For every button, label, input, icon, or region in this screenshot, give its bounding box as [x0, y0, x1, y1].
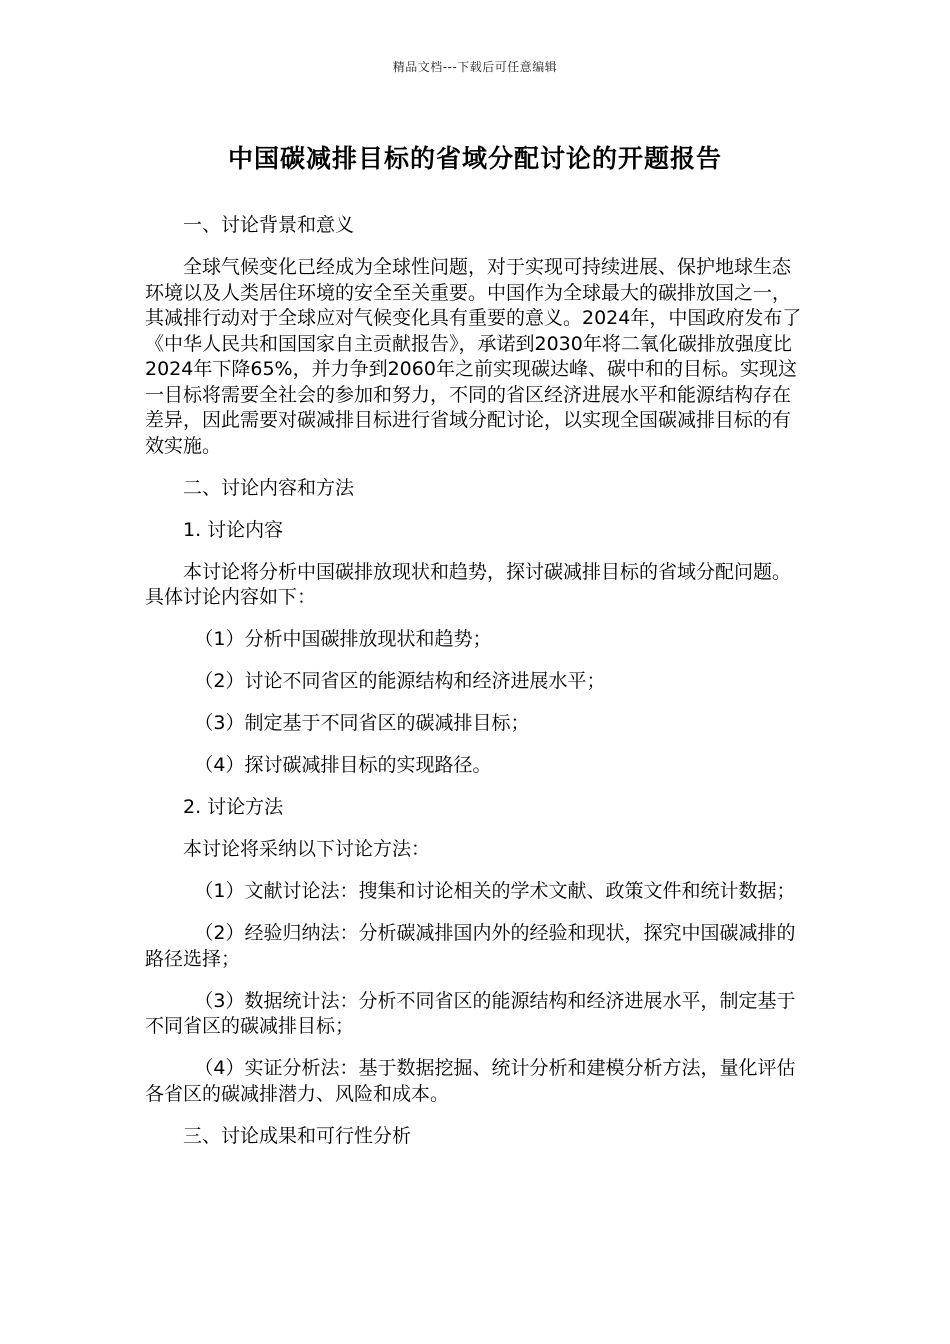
list-item: （3）制定基于不同省区的碳减排目标；: [194, 712, 530, 734]
section-heading: 二、讨论内容和方法: [183, 476, 355, 499]
list-item: （4）探讨碳减排目标的实现路径。: [194, 754, 492, 776]
list-item: （4）实证分析法：基于数据挖掘、统计分析和建模分析方法，量化评估各省区的碳减排潜力、风险和成本。: [145, 1057, 796, 1105]
body-paragraph: 本讨论将分析中国碳排放现状和趋势，探讨碳减排目标的省域分配问题。具体讨论内容如下：: [145, 560, 792, 608]
page-header: 精品文档---下载后可任意编辑: [392, 60, 558, 74]
list-item: （1）分析中国碳排放现状和趋势；: [194, 628, 492, 650]
list-item: （1）文献讨论法：搜集和讨论相关的学术文献、政策文件和统计数据；: [194, 880, 796, 902]
body-paragraph: 本讨论将采纳以下讨论方法：: [183, 838, 431, 860]
list-item: （2）讨论不同省区的能源结构和经济进展水平；: [194, 670, 606, 692]
subsection-heading: 2. 讨论方法: [183, 796, 284, 818]
section-heading: 三、讨论成果和可行性分析: [183, 1124, 412, 1147]
section-heading: 一、讨论背景和意义: [183, 214, 355, 236]
document-body: [145, 213, 807, 1166]
subsection-heading: 1. 讨论内容: [183, 518, 284, 541]
document-title: 中国碳减排目标的省域分配讨论的开题报告: [227, 144, 722, 173]
list-item: （3）数据统计法：分析不同省区的能源结构和经济进展水平，制定基于不同省区的碳减排目标；: [145, 989, 796, 1037]
list-item: （2）经验归纳法：分析碳减排国内外的经验和现状，探究中国碳减排的路径选择；: [145, 922, 796, 970]
body-paragraph: 全球气候变化已经成为全球性问题，对于实现可持续进展、保护地球生态环境以及人类居住环境的安全至关重要。中国作为全球最大的碳排放国之一，其减排行动对于全球应对气候变化具有重要的意义。2024年，中国政府发布了《中华人民共和国国家自主贡献报告》，承诺到2030年将二氧化碳排放强度比2024年下降65%，并力争到2060年之前实现碳达峰、碳中和的目标。实现这一目标将需要全社会的参加和努力，不同的省区经济进展水平和能源结构存在差异，因此需要对碳减排目标进行省域分配讨论，以实现全国碳减排目标的有效实施。: [145, 256, 802, 457]
